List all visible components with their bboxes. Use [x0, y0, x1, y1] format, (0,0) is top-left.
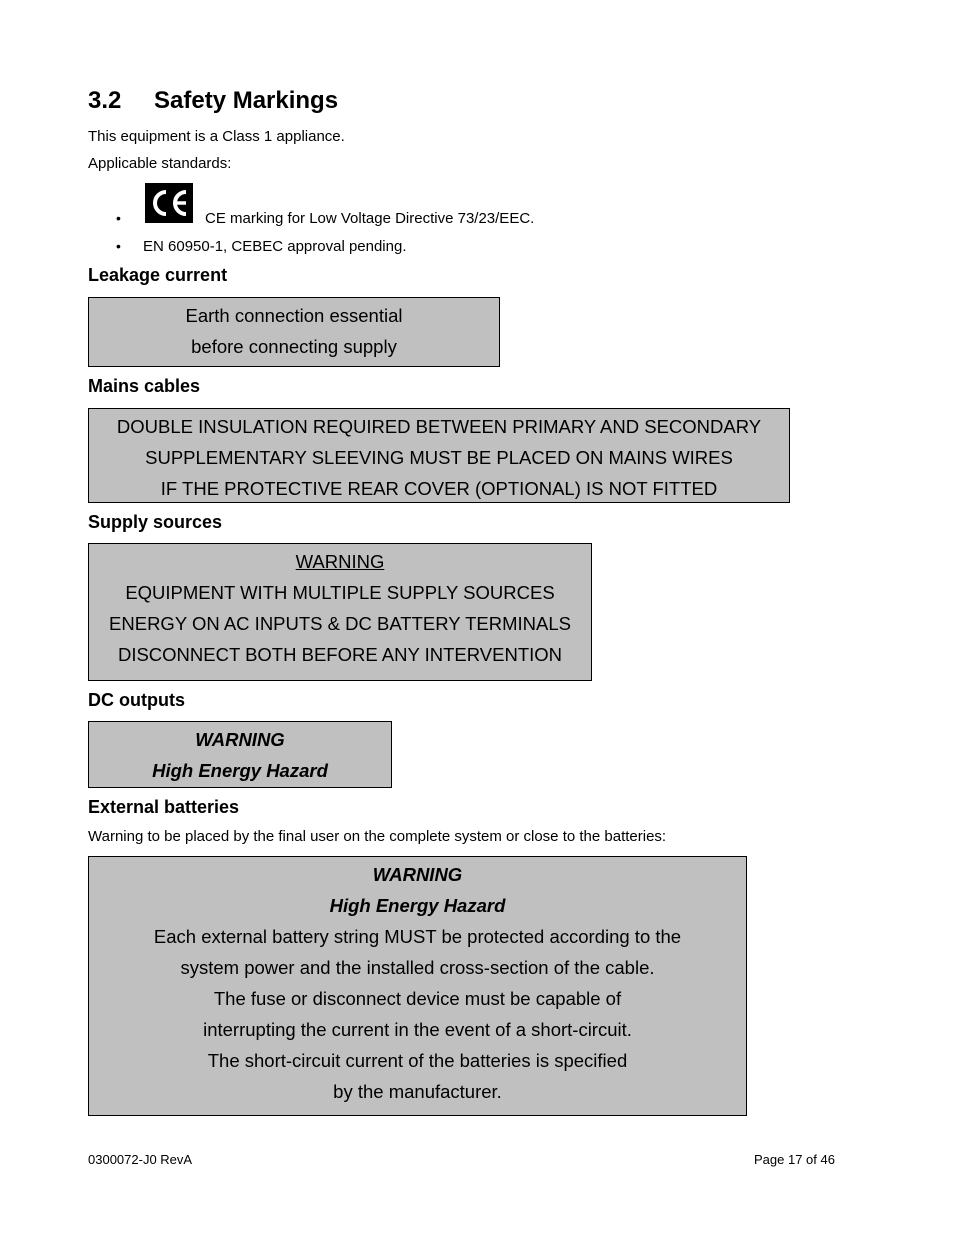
- box-line: The short-circuit current of the batteries is specified: [207, 1050, 628, 1071]
- intro-standards: Applicable standards:: [88, 155, 232, 172]
- box-line: IF THE PROTECTIVE REAR COVER (OPTIONAL) IS NOT FITTED: [160, 478, 718, 499]
- box-line: Each external battery string MUST be protected according to the: [153, 926, 682, 947]
- ce-marking-icon: [145, 183, 193, 223]
- box-line: SUPPLEMENTARY SLEEVING MUST BE PLACED ON MAINS WIRES: [145, 447, 733, 468]
- bullet-dot: •: [116, 238, 121, 254]
- batteries-warning-box: [88, 856, 747, 1116]
- footer-doc-id: 0300072-J0 RevA: [88, 1152, 193, 1167]
- box-line: DISCONNECT BOTH BEFORE ANY INTERVENTION: [117, 644, 563, 665]
- intro-class: This equipment is a Class 1 appliance.: [88, 128, 345, 145]
- batteries-note: Warning to be placed by the final user on the complete system or close to the batteries:: [88, 828, 667, 845]
- box-line: ENERGY ON AC INPUTS & DC BATTERY TERMINALS: [109, 613, 571, 634]
- box-line: DOUBLE INSULATION REQUIRED BETWEEN PRIMARY AND SECONDARY: [116, 416, 762, 437]
- warning-title: WARNING: [295, 551, 385, 572]
- box-line: EQUIPMENT WITH MULTIPLE SUPPLY SOURCES: [125, 582, 555, 603]
- warning-title: WARNING: [195, 729, 285, 750]
- section-number: 3.2: [88, 87, 122, 114]
- leakage-heading: Leakage current: [88, 265, 228, 285]
- standard-en-text: EN 60950-1, CEBEC approval pending.: [143, 238, 407, 255]
- bullet-dot: •: [116, 210, 121, 226]
- dc-warning-box: [88, 721, 392, 788]
- box-line: before connecting supply: [191, 336, 397, 357]
- footer-page-number: Page 17 of 46: [754, 1152, 835, 1167]
- box-line: system power and the installed cross-section of the cable.: [180, 957, 655, 978]
- standard-ce-text: CE marking for Low Voltage Directive 73/23/EEC.: [205, 210, 535, 227]
- batteries-heading: External batteries: [88, 797, 240, 817]
- section-title: Safety Markings: [154, 87, 339, 114]
- supply-warning-box: [88, 543, 592, 681]
- hazard-title: High Energy Hazard: [152, 760, 328, 781]
- box-line: interrupting the current in the event of a short-circuit.: [203, 1019, 632, 1040]
- mains-warning-box: [88, 408, 790, 503]
- box-line: Earth connection essential: [185, 305, 403, 326]
- hazard-title: High Energy Hazard: [329, 895, 506, 916]
- section-heading: [88, 87, 338, 115]
- mains-heading: Mains cables: [88, 376, 201, 396]
- warning-title: WARNING: [372, 864, 463, 885]
- box-line: The fuse or disconnect device must be capable of: [213, 988, 622, 1009]
- leakage-warning-box: [88, 297, 500, 367]
- box-line: by the manufacturer.: [333, 1081, 502, 1102]
- supply-heading: Supply sources: [88, 512, 223, 532]
- dc-heading: DC outputs: [88, 690, 185, 710]
